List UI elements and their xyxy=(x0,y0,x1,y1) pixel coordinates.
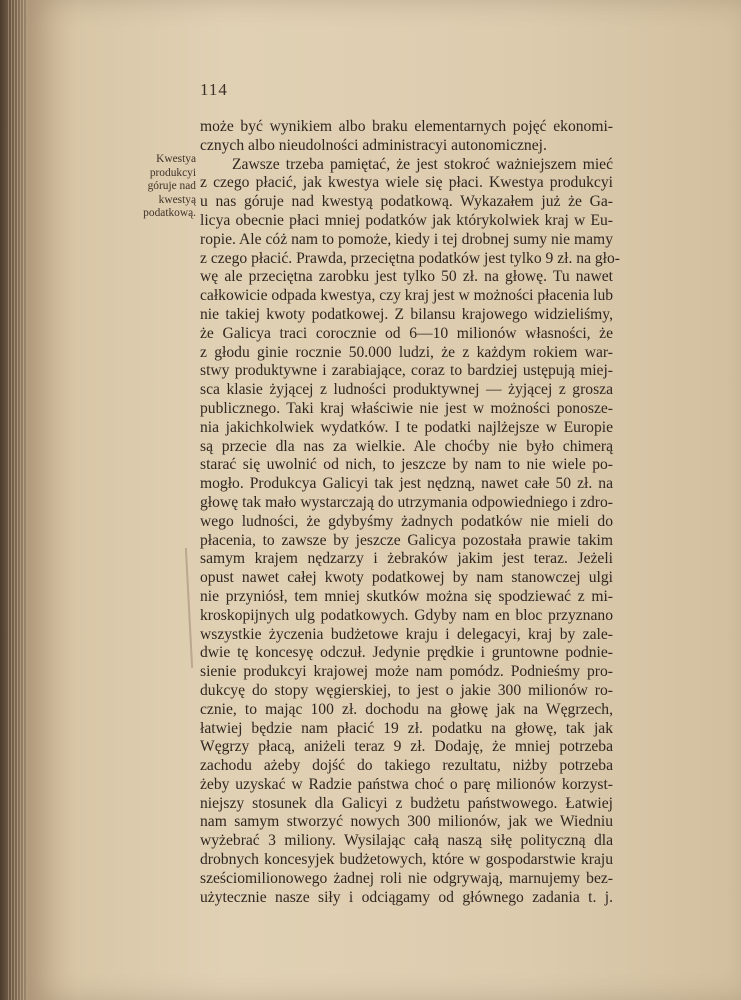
text-line: z czego płacić. Prawda, przeciętna podatków jest tylko 9 zł. na gło- xyxy=(200,249,621,267)
text-line: sca klasie żyjącej z ludności produktywnej — żyjącej z grosza xyxy=(200,381,613,399)
text-line: Węgrzy płacą, aniżeli teraz 9 zł. Dodaję, że mniej potrzeba xyxy=(200,738,613,756)
text-line: mogło. Produkcya Galicyi tak jest nędzną, nawet całe 50 zł. na xyxy=(200,475,613,493)
text-line: są przecie dla nas za wielkie. Ale choćby nie było chimerą xyxy=(200,437,613,455)
margin-note-line: kwestyą xyxy=(158,193,196,206)
page-number: 114 xyxy=(200,80,228,99)
text-line: płacenia, to zawsze by jeszcze Galicya pozostała prawie takim xyxy=(200,531,613,549)
text-line: Zawsze trzeba pamiętać, że jest stokroć ważniejszem mieć xyxy=(232,155,613,173)
text-line: cznych albo nieudolności administracyi autonomicznej. xyxy=(200,136,547,154)
text-line: sienie produkcyi krajowej może nam pomódz. Podnieśmy pro- xyxy=(200,663,613,681)
text-line: stwy produktywne i zarabiające, coraz to bardziej ustępują miej- xyxy=(200,362,613,380)
text-line: dukcyę do stopy węgierskiej, to jest o jakie 300 milionów ro- xyxy=(200,681,613,699)
text-line: użytecznie nasze siły i odciągamy od głównego zadania t. j. xyxy=(200,888,613,906)
margin-note-line: Kwestya xyxy=(156,153,196,165)
text-line: głowę tak mało wystarczają do utrzymania odpowiedniego i zdro- xyxy=(200,493,613,511)
text-line: może być wynikiem albo braku elementarnych pojęć ekonomi- xyxy=(200,118,613,135)
text-line: wego ludności, że gdybyśmy żadnych podatków nie mieli do xyxy=(200,512,613,530)
text-line: kroskopijnych ulg podatkowych. Gdyby nam en bloc przyznano xyxy=(200,606,613,624)
text-line: nam samym stworzyć nowych 300 milionów, jak we Wiedniu xyxy=(200,813,613,831)
text-line: nie przyniósł, tem mniej skutków można się spodziewać z mi- xyxy=(200,587,613,605)
text-line: niejszy stosunek dla Galicyi z budżetu państwowego. Łatwiej xyxy=(200,794,613,812)
text-line: łatwiej będzie nam płacić 19 zł. podatku na głowę, tak jak xyxy=(200,719,613,737)
text-line: nie takiej kwoty podatkowej. Z bilansu krajowego widzieliśmy, xyxy=(200,305,613,323)
margin-note-line: góruje nad xyxy=(147,180,196,192)
text-line: opust nawet całej kwoty podatkowej by nam stanowczej ulgi xyxy=(200,569,613,587)
text-line: z czego płacić, jak kwestya wiele się płaci. Kwestya produkcyi xyxy=(200,174,613,192)
pencil-mark xyxy=(185,548,193,668)
text-line: ropie. Ale cóż nam to pomoże, kiedy i tej drobnej sumy nie mamy xyxy=(200,230,613,248)
text-line: licya obecnie płaci mniej podatków jak którykolwiek kraj w Eu- xyxy=(200,211,613,229)
text-line: samym krajem nędzarzy i żebraków jakim jest teraz. Jeżeli xyxy=(200,550,613,568)
text-line: że Galicya traci corocznie od 6—10 milionów własności, że xyxy=(200,324,613,342)
text-line: zachodu ażeby dojść do takiego rezultatu, niżby potrzeba xyxy=(200,757,613,775)
text-line: żeby uzyskać w Radzie państwa choć o parę milionów korzyst- xyxy=(200,775,613,793)
margin-note xyxy=(130,153,196,221)
text-line: sześciomilionowego żadnej roli nie odgrywają, marnujemy bez- xyxy=(200,869,613,887)
margin-note-line: produkcyi xyxy=(149,166,196,179)
margin-note-line: podatkową. xyxy=(143,207,196,219)
text-line: u nas góruje nad kwestyą podatkową. Wykazałem już że Ga- xyxy=(200,193,613,211)
text-line: całkowicie odpada kwestya, czy kraj jest w możności płacenia lub xyxy=(200,287,614,305)
text-line: starać się uwolnić od nich, to jeszcze by nam to nie wiele po- xyxy=(200,456,613,474)
text-line: wyżebrać 3 miliony. Wysilając całą naszą siłę polityczną dla xyxy=(200,832,613,850)
text-line: dwie tę koncesyę odczuł. Jedynie prędkie i gruntowne podnie- xyxy=(200,644,613,662)
text-line: drobnych koncesyjek budżetowych, które w gospodarstwie kraju xyxy=(200,851,613,869)
body-text xyxy=(200,118,621,907)
page-edges xyxy=(8,0,26,1000)
text-line: z głodu ginie rocznie 50.000 ludzi, że z każdym rokiem war- xyxy=(200,343,613,361)
text-line: publicznego. Taki kraj właściwie nie jest w możności ponosze- xyxy=(200,399,613,417)
text-line: wszystkie życzenia budżetowe kraju i delegacyi, kraj by zale- xyxy=(200,625,613,643)
text-line: wę ale przeciętna zarobku jest tylko 50 zł. na głowę. Tu nawet xyxy=(200,268,613,286)
text-line: cznie, to mając 100 zł. dochodu na głowę jak na Węgrzech, xyxy=(200,700,613,718)
text-line: nia jakichkolwiek wydatków. I te podatki najlżejsze w Europie xyxy=(200,418,613,436)
